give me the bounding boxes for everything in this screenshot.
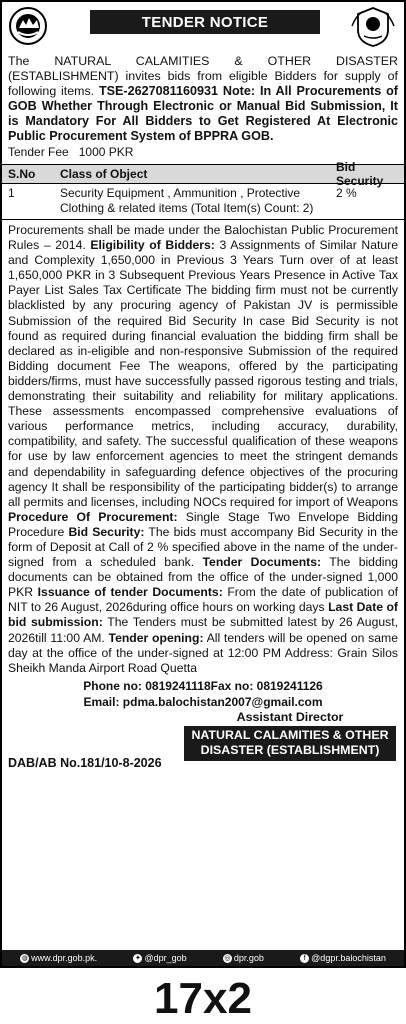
row-sno: 1 [8, 186, 15, 200]
rules-text: Procurements shall be made under the Balochistan Public Procurement Rules – 2014. [8, 223, 398, 253]
table-row [2, 184, 404, 220]
bid-security-text: The bids must accompany Bid Security in the form of Deposit at Call of 2 % specified above in the name of the under-signed from a scheduled bank. [8, 524, 398, 570]
signatory-designation: Assistant Director [236, 709, 344, 724]
issuance-text: From the date of publication of NIT to 26 August, 2026during office hours on working days [8, 585, 398, 615]
instagram-link[interactable] [223, 953, 264, 963]
tender-opening-text: All tenders will be opened on same day at the office of the under-signed at 12:00 PM Address: Grain Silos Sheikh Manda Airport Road Quetta [8, 630, 398, 675]
signatory [184, 710, 396, 761]
tender-fee-label: Tender Fee [8, 145, 69, 159]
tender-documents-heading: Tender Documents: [202, 555, 322, 570]
contact-block [2, 678, 404, 710]
facebook-link[interactable] [300, 953, 386, 963]
reference-number: DAB/AB No.181/10-8-2026 [8, 755, 162, 770]
website-text: www.dpr.gob.pk. [31, 953, 98, 963]
issuance-heading: Issuance of tender Documents: [37, 585, 223, 600]
facebook-text: @dgpr.balochistan [311, 953, 386, 963]
table-header [2, 160, 404, 188]
procedure-text: Single Stage Two Envelope Bidding Procedure [8, 509, 398, 539]
procedure-heading: Procedure Of Procurement: [8, 509, 178, 524]
twitter-text: @dpr_gob [144, 953, 187, 963]
tender-details [2, 220, 404, 676]
website-link[interactable] [20, 953, 97, 963]
twitter-link[interactable] [133, 953, 186, 963]
notice-header [2, 2, 404, 50]
last-date-text: The Tenders must be submitted latest by 26 August, 2026till 11:00 AM. [8, 615, 398, 645]
twitter-icon: ✦ [135, 954, 141, 962]
globe-icon: ◍ [21, 954, 28, 962]
instagram-icon: ◎ [224, 954, 231, 962]
tender-fee [2, 145, 404, 160]
facebook-icon: f [300, 954, 309, 963]
page-title: TENDER NOTICE [90, 10, 320, 34]
social-bar [2, 950, 404, 966]
row-bid-security: 2 % [336, 186, 357, 200]
pdma-logo-icon [8, 6, 48, 46]
intro-paragraph [2, 54, 404, 144]
eligibility-heading: Eligibility of Bidders: [90, 238, 215, 253]
header-bid-security: Bid Security [336, 160, 384, 188]
eligibility-text: 3 Assignments of Similar Nature and Complexity 1,650,000 in Previous 3 Years Turn over of at least 1,650,000 PKR in 3 Subsequent Previous Years Presence in Active Tax Payer List Sales Tax Certificate The bidding firm must not be currently blacklisted by any procuring agency of Pakistan JV is permissible Submission of the required Bid Security In case Bid Security is not found as required during financial evaluation the bidding firm shall be declared as in-eligible and non-responsive Submission of the required Bidding document Fee The weapons, offered by the participating bidders/firms, must have successfully passed rigorous testing and trials, demonstrating their suitability and reliability for military applications. These assessments encompassed comprehensive evaluations of various performance metrics, including accuracy, durability, compatibility, and safety. The successful qualification of these weapons for use by law enforcement agencies to meet the stringent demands and dependability in safeguarding defence objectives of the procuring agency It shall be responsibility of the participating bidder(s) to arrange all permits and licenses, including NOCs required for import of Weapons [8, 238, 399, 509]
header-sno: S.No [8, 167, 36, 181]
last-date-heading: Last Date of bid submission: [8, 600, 398, 630]
instagram-text: dpr.gob [233, 953, 264, 963]
tender-fee-value: 1000 PKR [78, 145, 134, 159]
signatory-office [184, 726, 396, 761]
phone-fax: Phone no: 0819241118Fax no: 0819241126 [83, 678, 323, 693]
email-address: Email: pdma.balochistan2007@gmail.com [83, 694, 323, 709]
tender-documents-text: The bidding documents can be obtained from the office of the under-signed 1,000 PKR [8, 555, 398, 600]
signatory-office-line2: DISASTER (ESTABLISHMENT) [200, 742, 380, 757]
signatory-office-line1: NATURAL CALAMITIES & OTHER [191, 727, 389, 742]
ad-size-label: 17x2 [154, 974, 252, 1023]
tender-opening-heading: Tender opening: [108, 630, 204, 645]
row-class-of-object: Security Equipment , Ammunition , Protective Clothing & related items (Total Item(s) Count: 2) [60, 186, 314, 215]
intro-text: The NATURAL CALAMITIES & OTHER DISASTER (ESTABLISHMENT) invites bids from eligible Bidders for supply of following items. [8, 54, 398, 98]
signature-area [2, 710, 404, 778]
bid-security-heading: Bid Security: [68, 524, 145, 539]
intro-note: TSE-2627081160931 Note: In All Procurements of GOB Whether Through Electronic or Manual Bid Submission, It is Mandatory For All Bidders to Get Registered At Electronic Public Procurement System of BPPRA GOB. [8, 84, 398, 143]
header-class-of-object: Class of Object [60, 167, 148, 181]
items-table [2, 160, 404, 220]
balochistan-govt-emblem-icon [350, 6, 396, 48]
